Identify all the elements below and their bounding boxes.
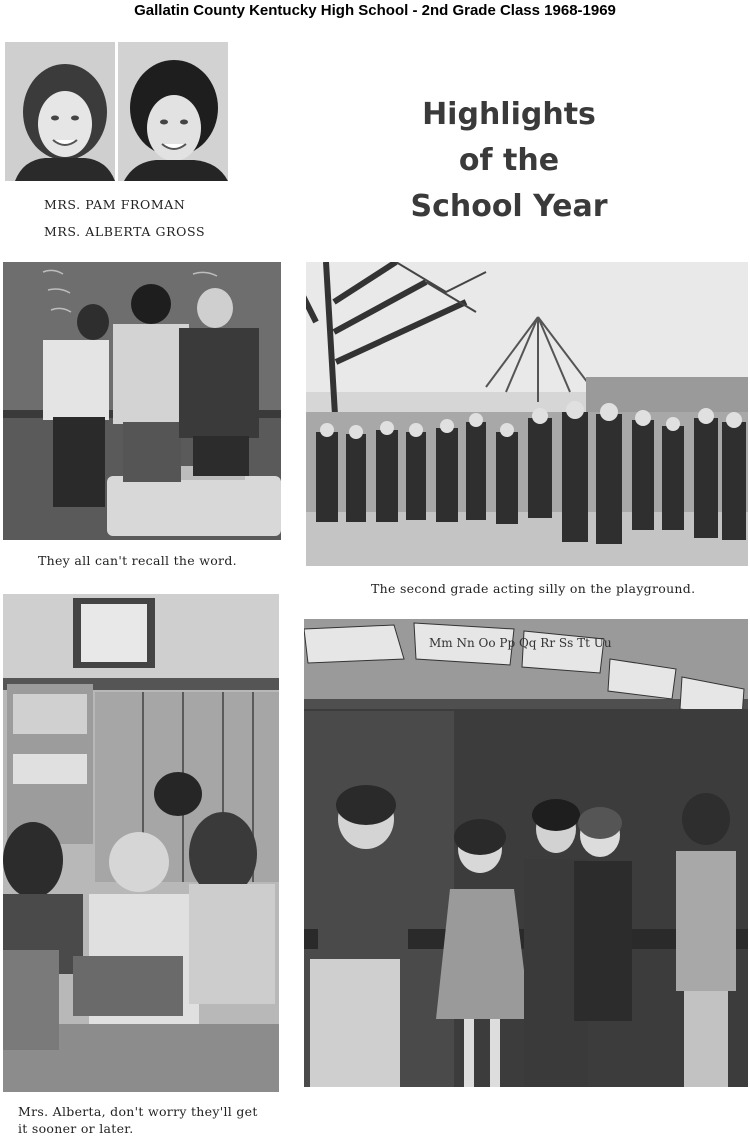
caption-classroom-line-1: Mrs. Alberta, don't worry they'll get <box>18 1104 258 1119</box>
caption-playground: The second grade acting silly on the playground. <box>371 581 696 596</box>
title-line-1: Highlights <box>422 97 596 132</box>
title-line-2: of the <box>458 143 560 178</box>
photo-blackboard <box>3 262 281 540</box>
caption-blackboard: They all can't recall the word. <box>38 553 237 568</box>
board-banner-text: Mm Nn Oo Pp Qq Rr Ss Tt Uu <box>429 636 612 650</box>
page-header: Gallatin County Kentucky High School - 2nd Grade Class 1968-1969 <box>134 2 616 19</box>
photo-classroom <box>3 594 279 1092</box>
teacher-photo-froman <box>5 42 115 181</box>
page-title <box>380 92 638 230</box>
caption-classroom-line-2: it sooner or later. <box>18 1121 134 1136</box>
teacher-photo-gross <box>118 42 228 181</box>
teacher-name-gross: MRS. ALBERTA GROSS <box>44 224 206 239</box>
title-line-3: School Year <box>410 189 608 224</box>
photo-playground <box>306 262 748 566</box>
photo-chalkboard <box>304 619 748 1087</box>
teacher-name-froman: MRS. PAM FROMAN <box>44 197 186 212</box>
